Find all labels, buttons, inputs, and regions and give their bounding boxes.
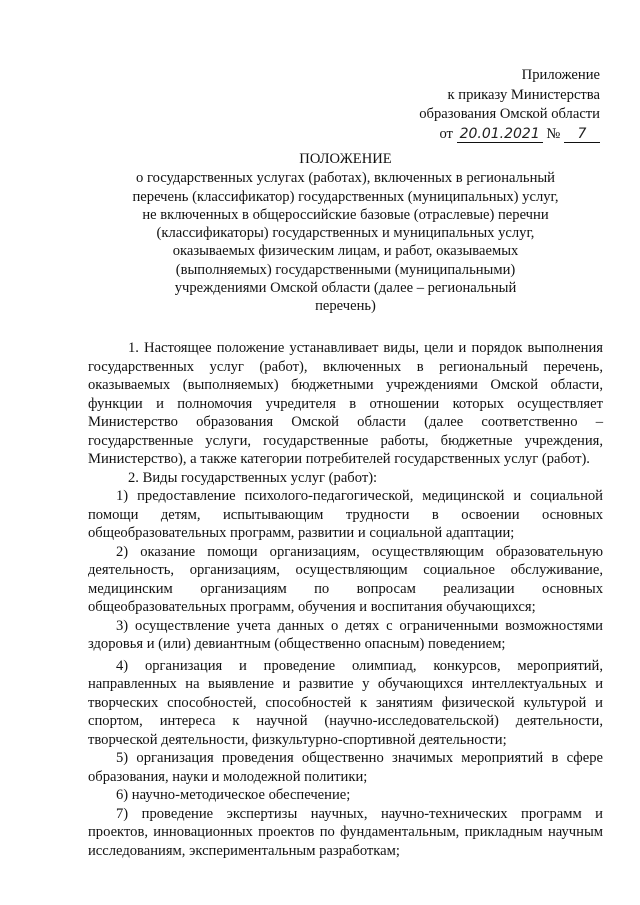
appendix-line-1: Приложение <box>521 67 600 83</box>
handwritten-number: 7 <box>577 125 587 142</box>
number-field <box>564 126 600 143</box>
appendix-date-line <box>419 125 600 145</box>
document-title <box>88 150 603 316</box>
title-line: (классификаторы) государственных и муниципальных услуг, <box>156 225 535 242</box>
title-line: оказываемых физическим лицам, и работ, оказываемых <box>172 243 519 260</box>
list-item: 4) организация и проведение олимпиад, конкурсов, мероприятий, направленных на выявление и развитие у обучающихся интеллектуальных и творческих способностей, способностей к занятиям физической культурой и спортом, интереса к научной (научно-исследовательской) деятельности, творческой деятельности, физкультурно-спортивной деятельности; <box>88 657 603 748</box>
title-heading: ПОЛОЖЕНИЕ <box>299 151 392 167</box>
appendix-line-3: образования Омской области <box>419 106 600 122</box>
paragraph-2: 2. Виды государственных услуг (работ): <box>128 469 378 486</box>
appendix-block <box>419 66 600 144</box>
list-item: 1) предоставление психолого-педагогической, медицинской и социальной помощи детям, испытывающим трудности в освоении основных общеобразовательных программ, развитии и социальной адаптации; <box>88 488 603 541</box>
paragraph-1: 1. Настоящее положение устанавливает виды, цели и порядок выполнения государственных услуг (работ), включенных в региональный перечень, оказываемых (выполняемых) бюджетными учреждениями Омской области, функции и полномочия учредителя в отношении которых осуществляет Министерство образования Омской области (далее соответственно – государственные услуги, государственные работы, бюджетные учреждения, Министерство), а также категории потребителей государственных услуг (работ). <box>88 340 603 467</box>
title-line: перечень (классификатор) государственных (муниципальных) услуг, <box>132 188 559 205</box>
list-item: 7) проведение экспертизы научных, научно-технических программ и проектов, инновационных проектов по фундаментальным, прикладным научным исследованиям, экспериментальным разработкам; <box>88 805 603 859</box>
handwritten-date: 20.01.2021 <box>459 125 540 142</box>
number-label: № <box>546 125 561 142</box>
title-line: перечень) <box>315 298 376 315</box>
appendix-line-2: к приказу Министерства <box>447 86 600 103</box>
title-line: учреждениями Омской области (далее – региональный <box>174 280 517 297</box>
title-line: о государственных услугах (работах), включенных в региональный <box>136 170 555 187</box>
from-label: от <box>439 125 453 142</box>
list-item: 5) организация проведения общественно значимых мероприятий в сфере образования, науки и молодежной политики; <box>88 750 603 785</box>
list-item: 6) научно-методическое обеспечение; <box>116 787 351 803</box>
list-item: 2) оказание помощи организациям, осуществляющим образовательную деятельность, организациям, осуществляющим социальное обслуживание, медицинским организациям по вопросам реализации основных общеобразовательных программ, обучения и воспитания обучающихся; <box>88 543 603 615</box>
title-line: не включенных в общероссийские базовые (отраслевые) перечни <box>142 206 549 223</box>
date-field <box>457 126 543 143</box>
title-line: (выполняемых) государственными (муниципальными) <box>175 261 516 278</box>
list-item: 3) осуществление учета данных о детях с ограниченными возможностями здоровья и (или) девиантным (общественно опасным) поведением; <box>88 617 603 652</box>
document-body <box>88 339 603 860</box>
